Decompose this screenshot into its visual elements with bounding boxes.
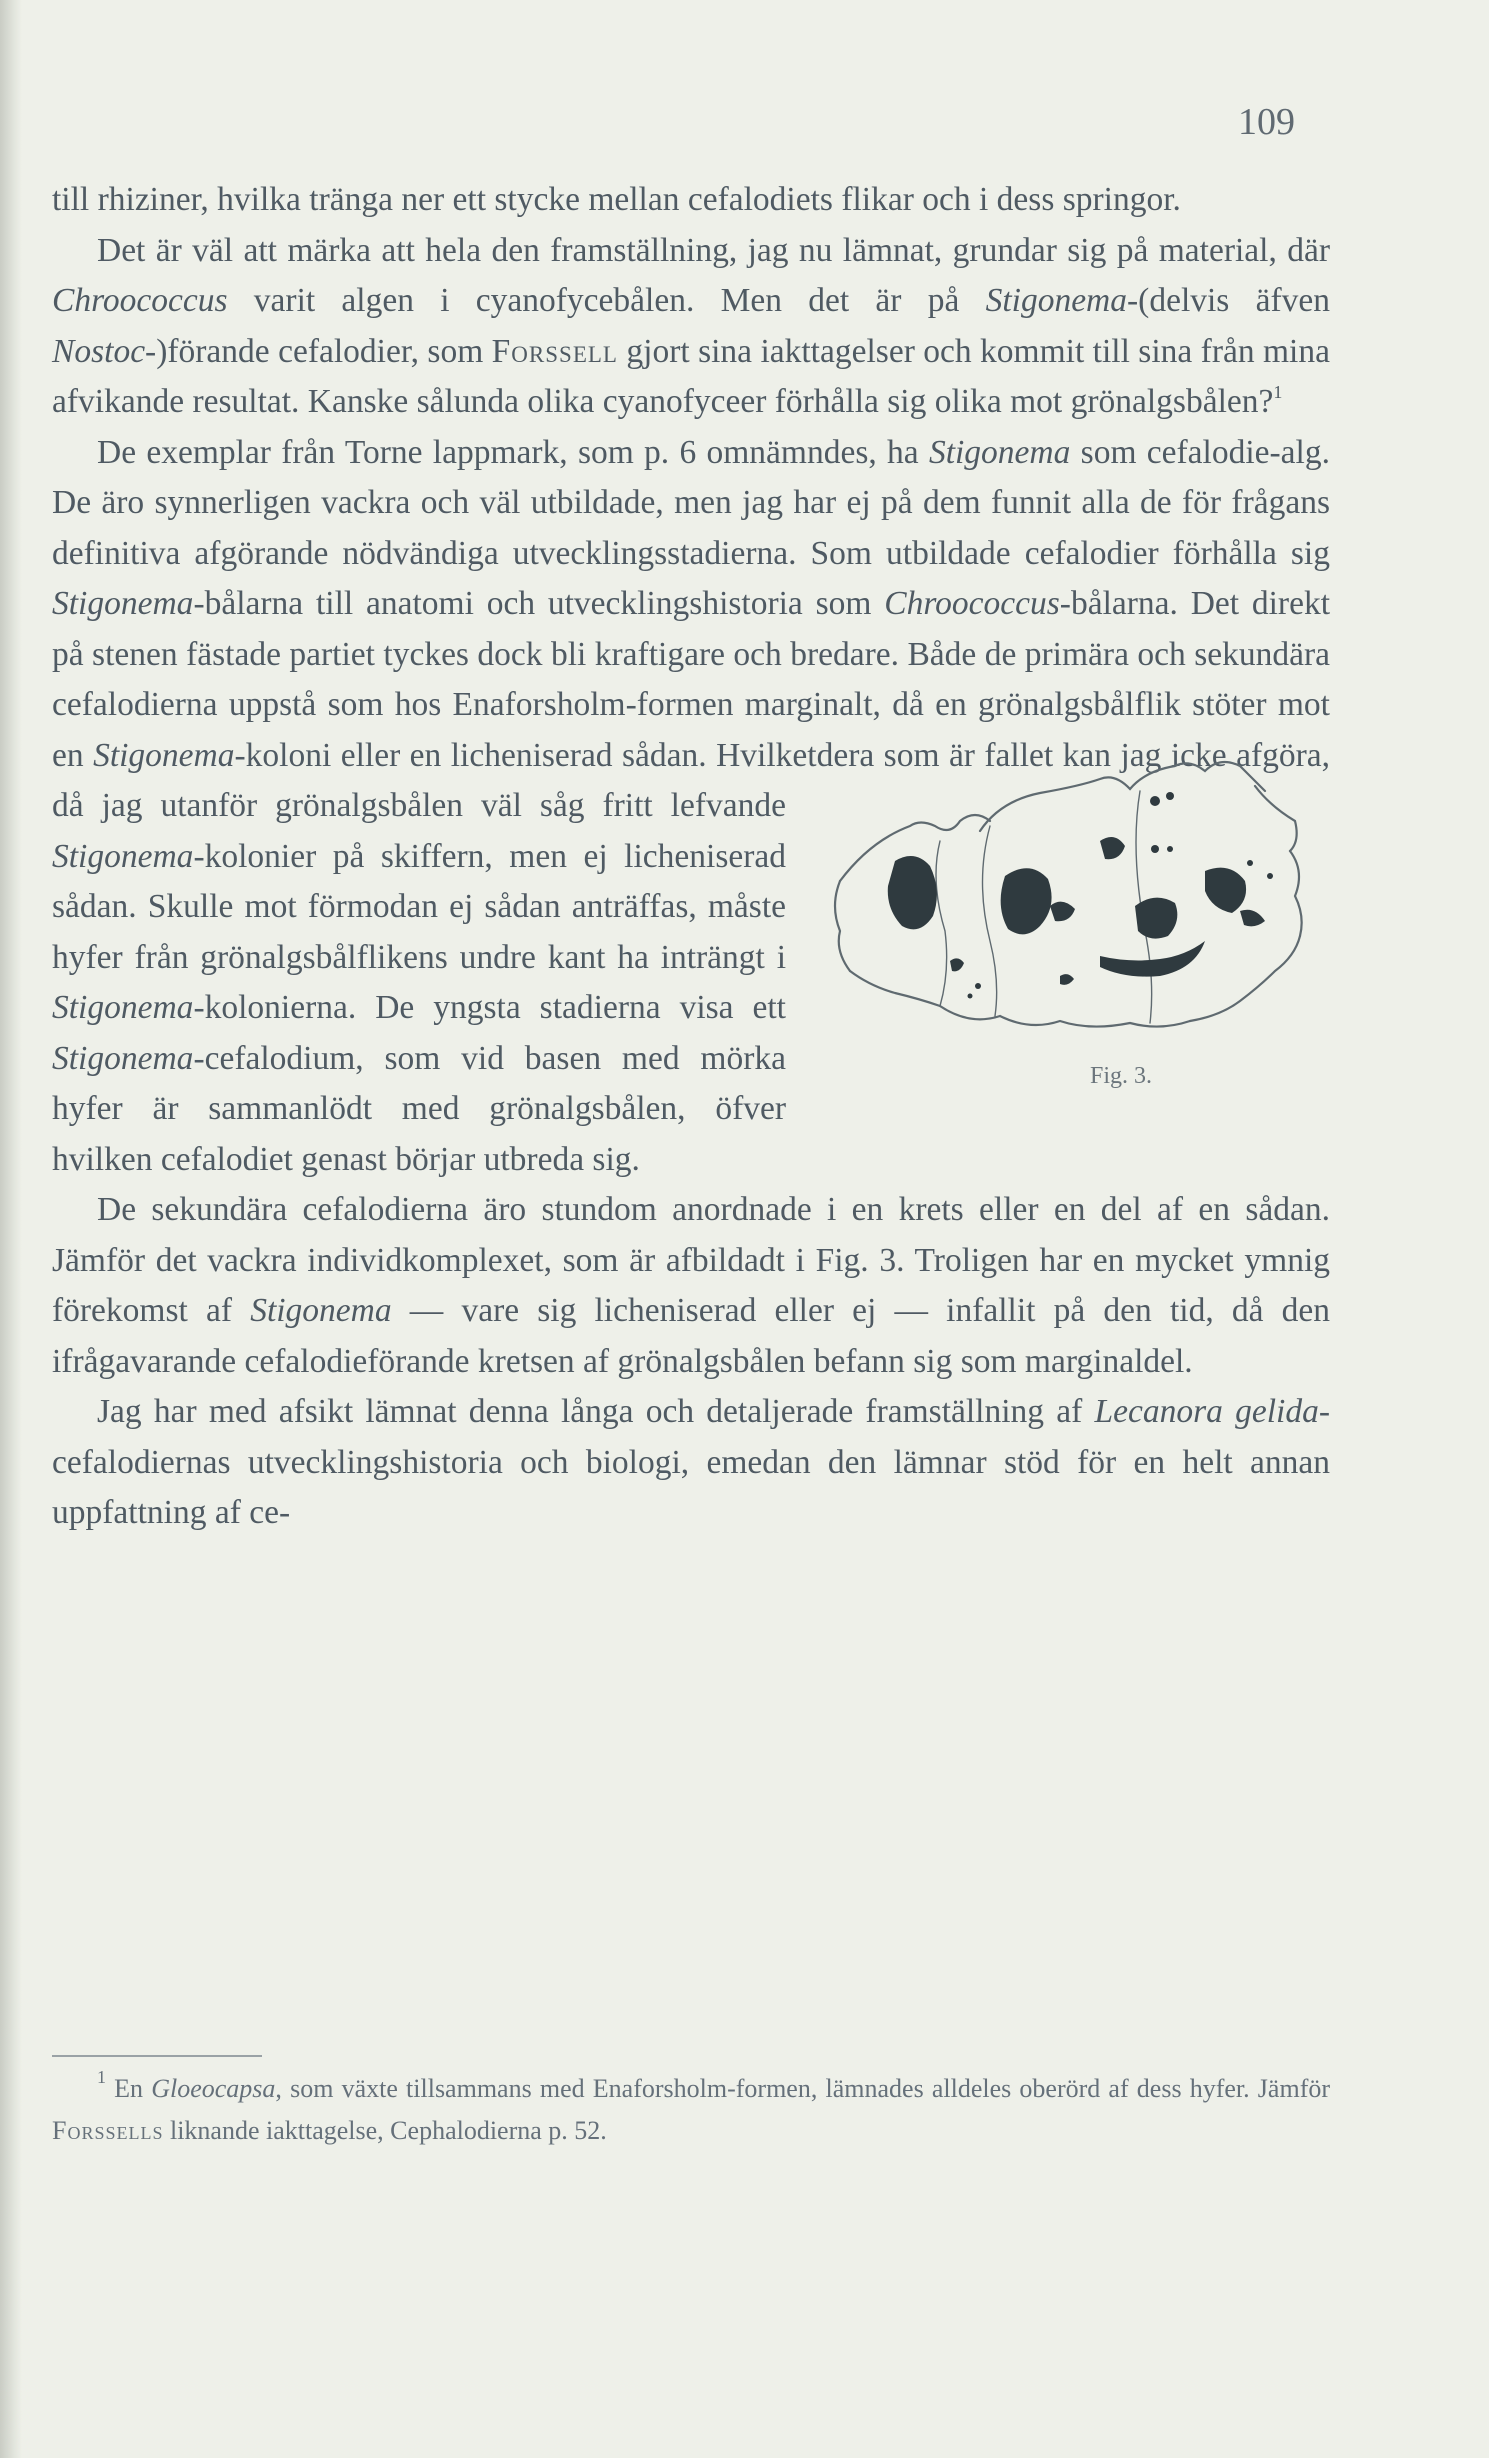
paragraph-1: till rhiziner, hvilka tränga ner ett stycke mellan cefalodiets flikar och i dess springor. [52, 181, 1181, 218]
author-forssell: Forssell [491, 332, 618, 370]
paragraph-3: De exemplar från Torne lappmark, som p. 6 omnämndes, ha Stigonema som cefalodie-alg. De äro synnerligen vackra och väl utbildade, men jag har ej på dem funnit alla de för frågans definitiva afgörande nödvändiga utvecklingsstadierna. Som utbildade cefalodier förhålla sig Stigonema-bålarna till anatomi och utvecklingshistoria som Chroococcus-bålarna. Det direkt på stenen fästade partiet tyckes dock bli kraftigare och bredare. Både de primära och sekundära cefalodierna uppstå som hos Enaforsholm-formen marginalt, då en grönalgsbålflik stöter mot en Fig. 3. Stigonema-koloni eller en licheniserad sådan. Hvilketdera som är fallet kan jag icke afgöra, då jag utanför grönalgsbålen väl såg fritt lefvande Stigonema-kolonier på skiffern, men ej licheniserad sådan. Skulle mot förmodan ej sådan anträffas, måste hyfer från grönalgsbålflikens undre kant ha inträngt i Stigonema-kolonierna. De yngsta stadierna visa ett Stigonema-cefalodium, som vid basen med mörka hyfer är sammanlödt med grönalgsbålen, öfver hvilken cefalodiet genast börjar utbreda sig. [52, 433, 1331, 1178]
paragraph-5: Jag har med afsikt lämnat denna långa och detaljerade framställning af Lecanora gelida-cefalodiernas utvecklingshistoria och biologi, emedan den lämnar stöd för en helt annan uppfattning af ce- [52, 1393, 1331, 1531]
scan-binding-edge [0, 0, 22, 2458]
footnote-mark: 1 [97, 2067, 106, 2087]
page-number: 109 [1238, 101, 1295, 143]
footnote-divider [52, 2055, 262, 2057]
body-text [52, 175, 1330, 1539]
paragraph-4: De sekundära cefalodierna äro stundom anordnade i en krets eller en del af en sådan. Jämför det vackra individkomplexet, som är afbildadt i Fig. 3. Troligen har en mycket ymnig förekomst af Stigonema — vare sig licheniserad eller ej — infallit på den tid, då den ifrågavarande cefalodieförande kretsen af grönalgsbålen befann sig som marginaldel. [52, 1191, 1330, 1380]
paragraph-2: Det är väl att märka att hela den framställning, jag nu lämnat, grundar sig på material, där Chroococcus varit algen i cyanofycebålen. Men det är på Stigonema-(delvis äfven Nostoc-)förande cefalodier, som Forssell gjort sina iakttagelser och kommit till sina från mina afvikande resultat. Kanske sålunda olika cyanofyceer förhålla sig olika mot grönalgsbålen?$^1$ [52, 231, 1330, 420]
footnote-ref: 1 [1273, 382, 1283, 402]
author-forssells: Forssells [52, 2116, 164, 2145]
footnote-1: $^1$ En Gloeocapsa, som växte tillsammans med Enaforsholm-formen, lämnades alldeles oberörd af dess hyfer. Jämför Forssells liknande iakttagelse, Cephalodierna p. 52. [52, 2067, 1331, 2145]
figure-caption: Fig. 3. [1090, 1062, 1153, 1089]
figure-3 [800, 731, 1330, 1141]
footnote [52, 2068, 1330, 2152]
